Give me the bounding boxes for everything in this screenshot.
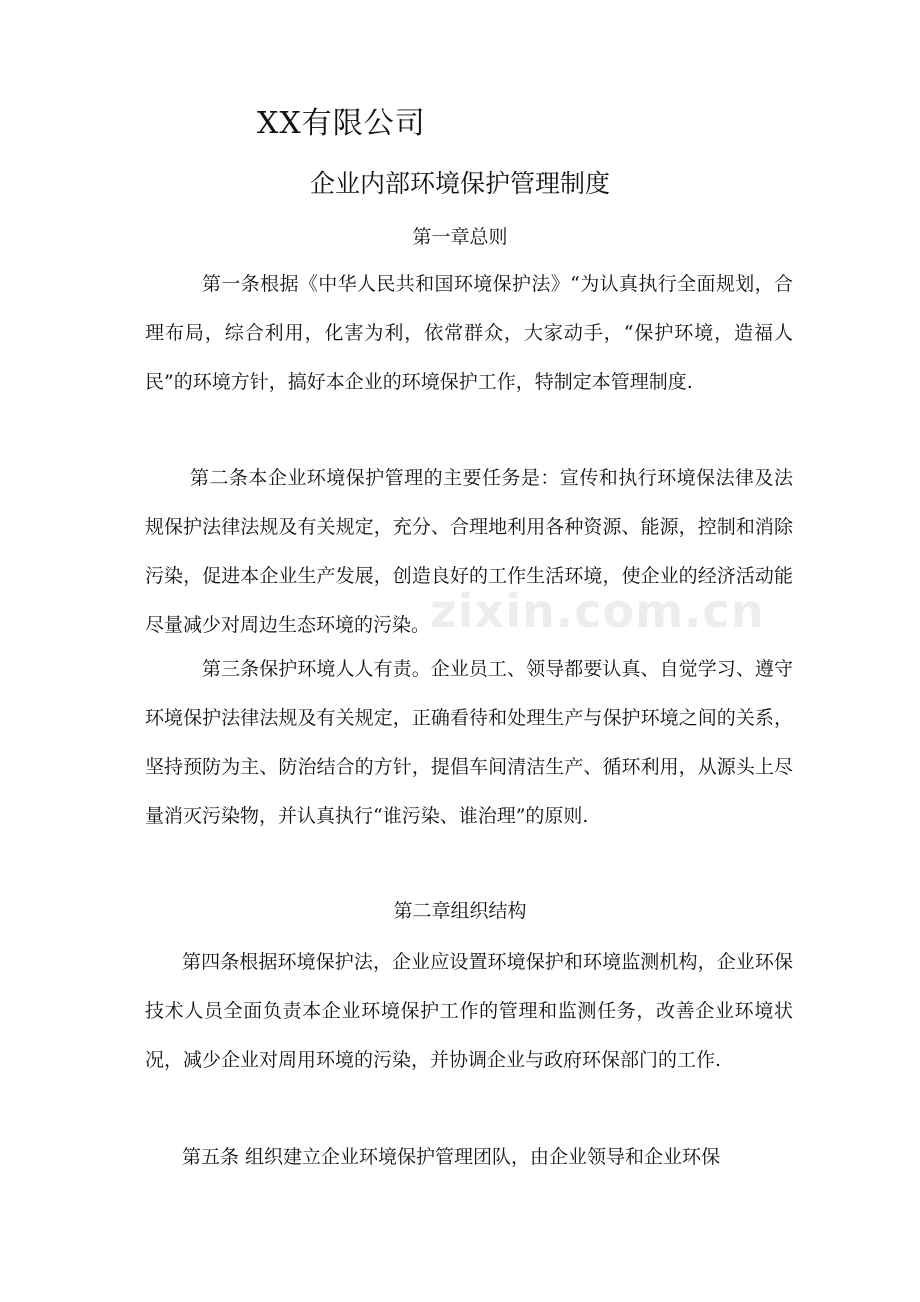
article-3: 第三条保护环境人人有责。企业员工、领导都要认真、自觉学习、遵守环境保护法律法规及有关规定，正确看待和处理生产与保护环境之间的关系，坚持预防为主、防治结合的方针，提倡车间清洁生产、循环利用，从源头上尽量消灭污染物，并认真执行“谁污染、谁治理”的原则.	[145, 658, 793, 827]
company-name: XX有限公司	[257, 106, 426, 141]
article-1: 第一条根据《中华人民共和国环境保护法》“为认真执行全面规划，合理布局，综合利用，化害为利，依常群众，大家动手，“保护环境，造福人民”的环境方针，搞好本企业的环境保护工作，特制定本管理制度.	[145, 273, 793, 393]
watermark-text: zixin.com.cn	[430, 584, 765, 638]
chapter-heading-2: 第二章组织结构	[393, 900, 527, 922]
document-title: 企业内部环境保护管理制度	[309, 169, 610, 198]
chapter-heading-1: 第一章总则	[412, 226, 508, 248]
article-2: 第二条本企业环境保护管理的主要任务是：宣传和执行环境保法律及法规保护法律法规及有关规定，充分、合理地利用各种资源、能源，控制和消除污染，促进本企业生产发展，创造良好的工作生活环境，使企业的经济活动能尽量减少对周边生态环境的污染。	[145, 467, 793, 636]
article-5: 第五条 组织建立企业环境保护管理团队，由企业领导和企业环保	[182, 1146, 721, 1168]
article-4: 第四条根据环境保护法，企业应设置环境保护和环境监测机构，企业环保技术人员全面负责本企业环境保护工作的管理和监测任务，改善企业环境状况，减少企业对周用环境的污染，并协调企业与政府环保部门的工作.	[145, 951, 793, 1071]
